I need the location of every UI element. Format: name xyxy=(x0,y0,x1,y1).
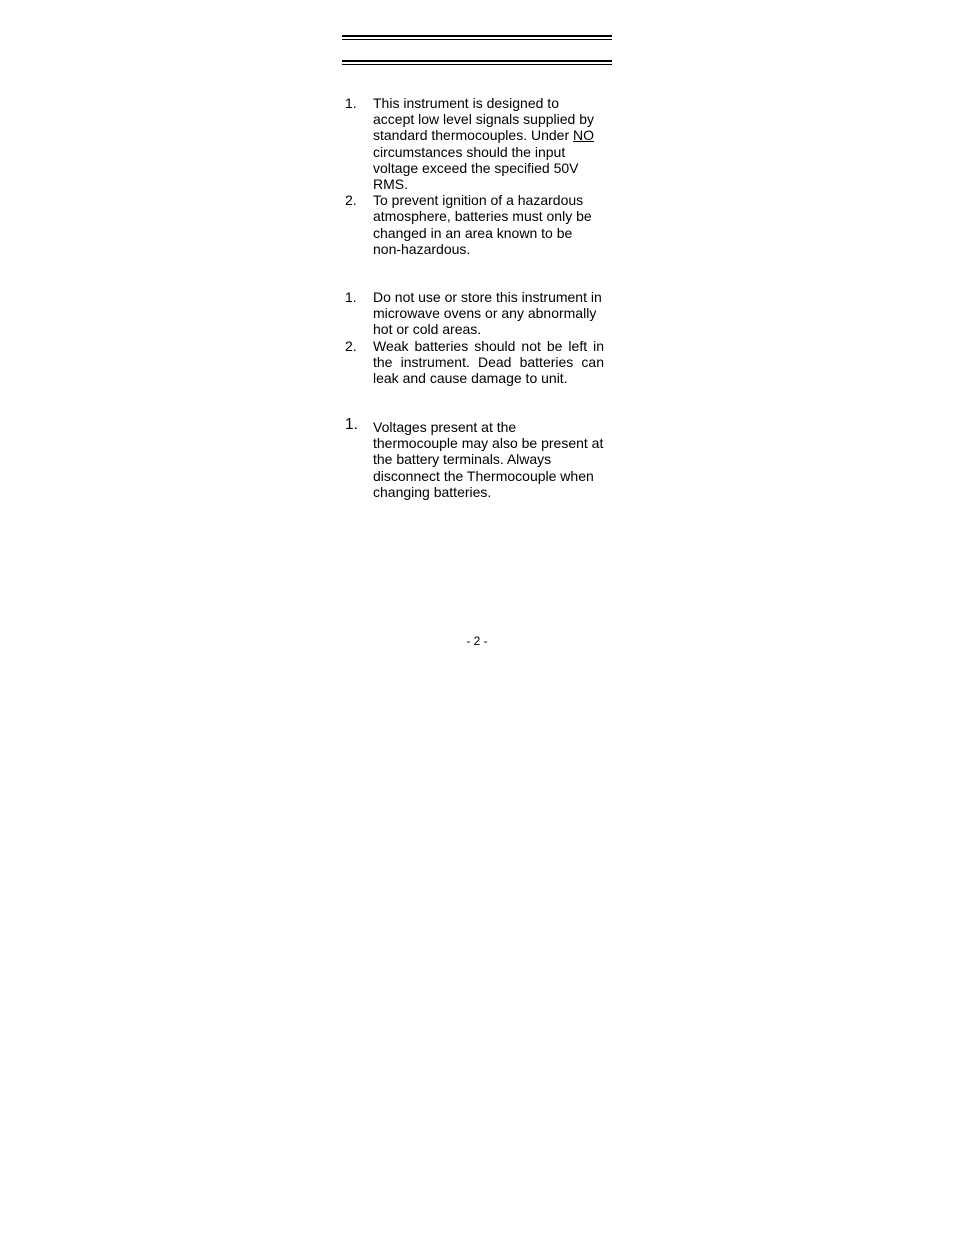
list-item-text: To prevent ignition of a hazardous atmosphere, batteries must only be changed in an area known to be non-hazardous. xyxy=(373,192,592,257)
list-item-text: Weak batteries should not be left in the instrument. Dead batteries can leak and cause damage to unit. xyxy=(373,337,604,387)
list-item-number: 2. xyxy=(345,192,357,209)
rule-line xyxy=(342,60,612,62)
warnings-list xyxy=(342,95,604,257)
emphasis-text: NO xyxy=(573,127,594,144)
list-item-number: 2. xyxy=(345,337,357,354)
list-item-text: Do not use or store this instrument in microwave ovens or any abnormally hot or cold areas. xyxy=(373,289,602,338)
list-item-number: 1. xyxy=(345,416,358,433)
list-item xyxy=(342,192,604,257)
list-item-number: 1. xyxy=(345,289,357,305)
rule-line xyxy=(342,35,612,37)
list-item xyxy=(342,416,604,500)
rule-line xyxy=(342,39,612,40)
list-item xyxy=(342,95,604,192)
page-number: - 2 - xyxy=(466,634,488,648)
rule-line xyxy=(342,64,612,65)
list-item-number: 1. xyxy=(345,95,357,111)
list-item-text: This instrument is designed to accept low level signals supplied by standard thermocouples. Under NO circumstances should the input voltage exceed the specified 50V RMS. xyxy=(373,95,595,193)
list-item-text: Voltages present at the thermocouple may also be present at the battery terminals. Always disconnect the Thermocouple when changing batteries. xyxy=(373,419,604,500)
header-double-rule-top xyxy=(342,35,612,40)
list-item xyxy=(342,289,604,338)
cautions-list xyxy=(342,289,604,386)
notes-list xyxy=(342,416,604,500)
list-item xyxy=(342,338,604,387)
header-double-rule-bottom xyxy=(342,60,612,65)
